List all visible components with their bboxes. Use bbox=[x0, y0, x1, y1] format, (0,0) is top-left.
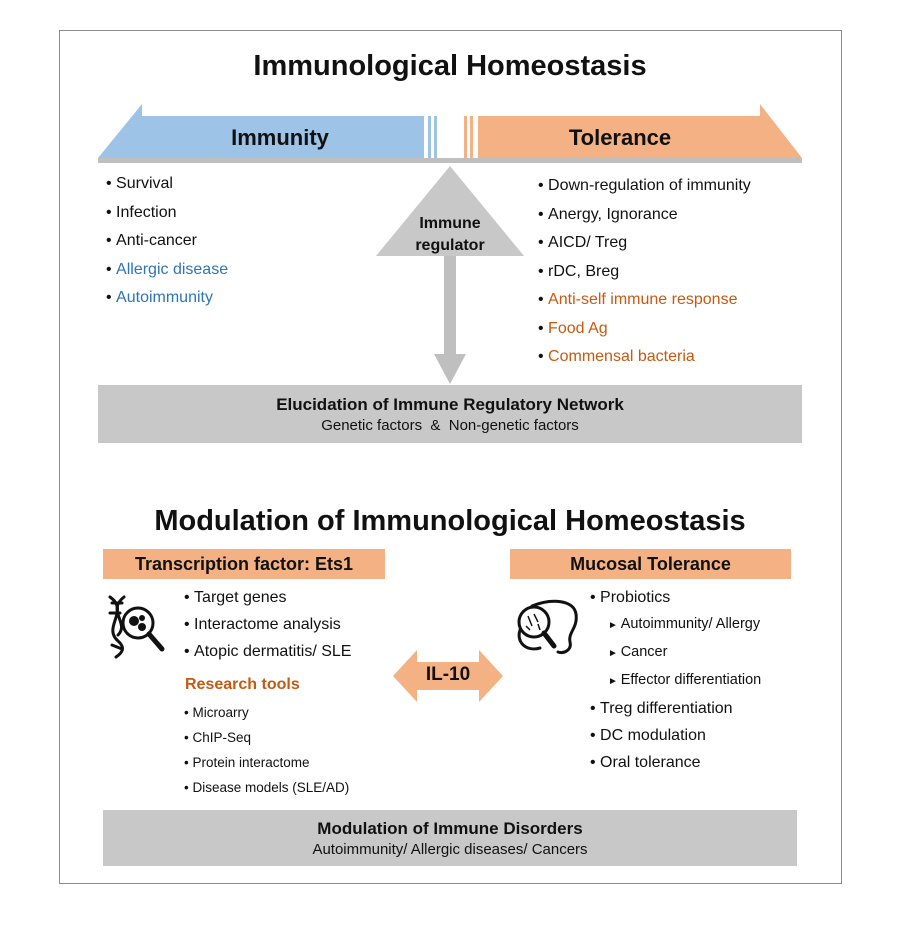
fulcrum-line2: regulator bbox=[415, 237, 485, 254]
immunity-item: • Survival bbox=[106, 170, 228, 199]
balance-beam bbox=[98, 158, 802, 163]
immunity-label: Immunity bbox=[231, 125, 329, 150]
il10-label: IL-10 bbox=[425, 664, 471, 685]
mucosal-item: • DC modulation bbox=[590, 722, 761, 749]
immunity-stripe-2 bbox=[434, 116, 437, 158]
network-box-title: Elucidation of Immune Regulatory Network bbox=[276, 395, 624, 414]
tolerance-item: • AICD/ Treg bbox=[538, 229, 751, 258]
disorders-box bbox=[103, 810, 797, 866]
research-tool-item: • Disease models (SLE/AD) bbox=[184, 775, 349, 800]
research-tools-heading: Research tools bbox=[185, 676, 300, 693]
tolerance-item: • Down-regulation of immunity bbox=[538, 172, 751, 201]
mucosal-subitem: ► Effector differentiation bbox=[590, 667, 761, 695]
tolerance-item: • Anti-self immune response bbox=[538, 286, 751, 315]
down-arrow-head bbox=[434, 354, 466, 384]
network-box bbox=[98, 385, 802, 443]
mucosal-item: • Oral tolerance bbox=[590, 749, 761, 776]
immunity-item: • Allergic disease bbox=[106, 256, 228, 285]
research-tool-item: • Protein interactome bbox=[184, 750, 349, 775]
tolerance-item: • Food Ag bbox=[538, 315, 751, 344]
tolerance-item: • rDC, Breg bbox=[538, 258, 751, 287]
ets1-item: • Interactome analysis bbox=[184, 611, 351, 638]
disorders-box-subtitle: Autoimmunity/ Allergic diseases/ Cancers bbox=[312, 841, 588, 858]
immunity-list bbox=[106, 170, 228, 313]
fulcrum-line1: Immune bbox=[419, 215, 481, 232]
top-title: Immunological Homeostasis bbox=[253, 50, 647, 82]
tolerance-stripe-1 bbox=[464, 116, 467, 158]
mucosal-subitem: ► Autoimmunity/ Allergy bbox=[590, 611, 761, 639]
tolerance-item: • Commensal bacteria bbox=[538, 343, 751, 372]
tolerance-stripe-2 bbox=[470, 116, 473, 158]
tolerance-item: • Anergy, Ignorance bbox=[538, 201, 751, 230]
immunity-item: • Autoimmunity bbox=[106, 284, 228, 313]
mucosal-list bbox=[590, 584, 761, 776]
immunity-item: • Infection bbox=[106, 199, 228, 228]
mucosal-subitem: ► Cancer bbox=[590, 639, 761, 667]
research-tool-item: • Microarry bbox=[184, 700, 349, 725]
ets1-list bbox=[184, 584, 351, 665]
immunity-stripe-1 bbox=[428, 116, 431, 158]
research-tool-item: • ChIP-Seq bbox=[184, 725, 349, 750]
down-arrow-shaft bbox=[444, 256, 456, 356]
disorders-box-title: Modulation of Immune Disorders bbox=[317, 819, 583, 838]
ets1-item: • Atopic dermatitis/ SLE bbox=[184, 638, 351, 665]
immunity-item: • Anti-cancer bbox=[106, 227, 228, 256]
mucosal-item: • Probiotics bbox=[590, 584, 761, 611]
tolerance-list bbox=[538, 172, 751, 372]
ets1-header: Transcription factor: Ets1 bbox=[103, 549, 385, 579]
tolerance-label: Tolerance bbox=[568, 125, 672, 150]
fulcrum-label bbox=[396, 213, 504, 257]
bottom-title: Modulation of Immunological Homeostasis bbox=[154, 505, 746, 537]
network-box-subtitle: Genetic factors & Non-genetic factors bbox=[321, 417, 579, 434]
intestine-magnifier-icon bbox=[512, 596, 584, 658]
mucosal-header: Mucosal Tolerance bbox=[510, 549, 791, 579]
mucosal-item: • Treg differentiation bbox=[590, 695, 761, 722]
dna-magnifier-icon bbox=[100, 593, 168, 659]
research-tools-list bbox=[184, 700, 349, 800]
ets1-item: • Target genes bbox=[184, 584, 351, 611]
